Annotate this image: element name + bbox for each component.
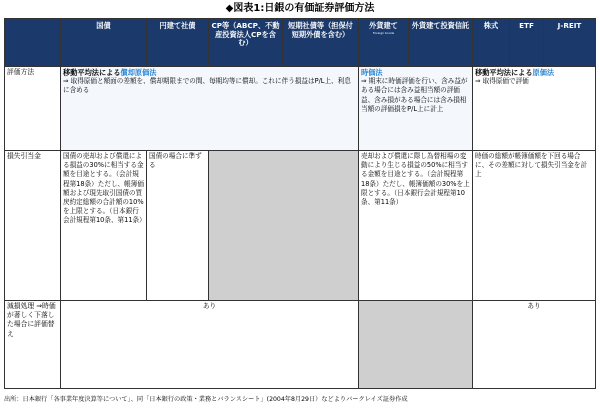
row-label-valuation: 評価方法 xyxy=(5,67,61,151)
domestic-method-emph: 償却原価法 xyxy=(120,68,157,77)
header-stocks: 株式 xyxy=(473,19,510,67)
header-foreign-currency-bonds-sub: Foreign bonds xyxy=(372,30,395,35)
cell-cp-provision-empty xyxy=(209,151,359,301)
cell-domestic-impairment: あり xyxy=(61,301,359,389)
header-foreign-currency-bonds xyxy=(359,19,409,67)
cell-equity-valuation xyxy=(473,67,596,151)
equity-method xyxy=(475,68,593,77)
page-title: ◆図表1:日銀の有価証券評価方法 xyxy=(225,3,375,14)
header-cp: CP等（ABCP、不動産投資法人CPを含む） xyxy=(209,19,283,67)
foreign-method: 時価法 xyxy=(361,68,383,77)
header-etf: ETF xyxy=(510,19,544,67)
domestic-method xyxy=(63,68,356,77)
row-impairment xyxy=(5,301,596,389)
equity-method-description: ⇒ 取得原価で評価 xyxy=(475,77,529,86)
equity-method-emph: 原価法 xyxy=(532,68,555,77)
row-provision xyxy=(5,151,596,301)
row-valuation xyxy=(5,67,596,151)
cell-foreign-valuation xyxy=(359,67,473,151)
domestic-method-prefix: 移動平均法による xyxy=(63,68,121,77)
cell-equity-provision: 時価の総額が帳簿価額を下回る場合に、その差額に対して損失引当金を計上 xyxy=(473,151,596,301)
cell-equity-impairment: あり xyxy=(473,301,596,389)
valuation-table xyxy=(4,18,596,389)
header-short-term-bonds: 短期社債等（担保付短期外債を含む） xyxy=(283,19,359,67)
source-note: 出所：日本銀行「各事業年度決算等について」、同「日本銀行の政策・業務とバランスシート」(2004年8月29日）などよりバークレイズ証券作成 xyxy=(4,396,408,403)
cell-foreign-impairment-empty xyxy=(359,301,473,389)
header-blank xyxy=(5,19,61,67)
header-row xyxy=(5,19,596,67)
cell-domestic-valuation xyxy=(61,67,359,151)
row-label-provision: 損失引当金 xyxy=(5,151,61,301)
cell-foreign-provision: 売却および償還に際し為替相場の変動により生じる損益の50%に相当する金額を目途とする。（会計規程第18条）ただし、帳簿価額の30%を上限とする。（日本銀行会計規程第10条、第11条） xyxy=(359,151,473,301)
header-jreit: J-REIT xyxy=(544,19,596,67)
foreign-method-description: ⇒ 期末に時価評価を行い、含み益がある場合には含み益相当額の評価益、含み損がある場合には含み損相当額の評価損をP/L上に計上 xyxy=(361,77,468,113)
domestic-method-description: ⇒ 取得原価と額面の差額を、償却期限までの間、毎期均等に償却。これに伴う損益はP/L上、利息に含める xyxy=(63,77,351,95)
header-foreign-currency-bonds-label: 外貨建て xyxy=(369,21,398,30)
header-yen-corporate-bonds: 円建て社債 xyxy=(147,19,209,67)
equity-method-prefix: 移動平均法による xyxy=(475,68,533,77)
header-foreign-investment-trust: 外貨建て投資信託 xyxy=(409,19,473,67)
cell-corporate-provision: 国債の場合に準ずる xyxy=(147,151,209,301)
cell-jgb-provision: 国債の売却および償還による損益の30%に相当する金額を目途とする。（会計規程第18条）ただし、帳簿価額および現先取引国債の買戻約定総額の合計額の10%を上限とする。（日本銀行会計規程第10条、第11条） xyxy=(61,151,147,301)
header-jgb: 国債 xyxy=(61,19,147,67)
row-label-impairment: 減損処理 ⇒時価が著しく下落した場合に評価替え xyxy=(5,301,61,389)
